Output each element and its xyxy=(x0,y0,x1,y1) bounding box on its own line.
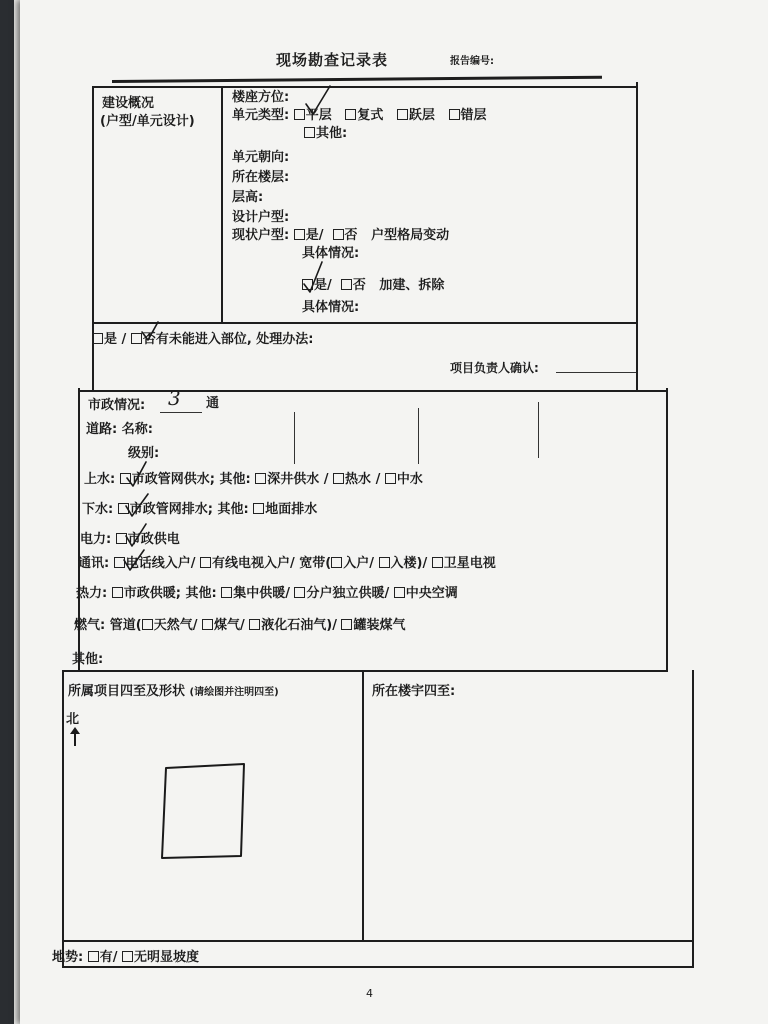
drainage-other-label: 其他: xyxy=(217,502,249,517)
extension-no-label: 否 xyxy=(352,278,366,293)
extension-label: 加建、拆除 xyxy=(379,278,445,293)
water-supply-label: 上水: xyxy=(84,472,116,487)
construction-heading: 建设概况 xyxy=(102,96,155,111)
building-boundaries-heading: 所在楼宇四至: xyxy=(372,684,456,699)
check-flat-mark xyxy=(306,86,330,114)
bottled-gas-label: 罐装煤气 xyxy=(353,618,406,633)
option-duplex: 复式 xyxy=(357,108,384,123)
check-unreachable-no-mark xyxy=(142,322,158,340)
layout-details-label: 具体情况: xyxy=(302,246,360,261)
extension-yes-label: 是/ xyxy=(314,278,332,293)
reclaimed-water-label: 中水 xyxy=(396,472,423,487)
water-supply-row: 上水: 市政管网供水; 其他: 深井供水 / 热水 / 中水 xyxy=(84,472,423,487)
design-layout-label: 设计户型: xyxy=(232,210,290,225)
unreachable-yes-label: 是 / xyxy=(104,332,127,347)
terrain-label: 地势: xyxy=(52,950,84,965)
cable-tv-label: 有线电视入户/ xyxy=(212,556,295,571)
layout-change-label: 户型格局变动 xyxy=(371,228,450,243)
municipal-heating-label: 市政供暖; xyxy=(123,586,181,601)
check-power-mark xyxy=(126,524,146,546)
lpg-label: 液化石油气)/ xyxy=(261,618,337,633)
building-location-label: 楼座方位: xyxy=(232,90,290,105)
power-label: 电力: xyxy=(80,532,112,547)
surface-drainage-label: 地面排水 xyxy=(265,502,318,517)
check-extension-yes-mark xyxy=(304,262,322,292)
terrain-no-label: 无明显坡度 xyxy=(134,950,200,965)
telecom-label: 通讯: xyxy=(78,556,110,571)
municipal-water-label: 市政管网供水; xyxy=(131,472,215,487)
project-boundaries-heading: 所属项目四至及形状 xyxy=(68,684,186,699)
construction-subheading: (户型/单元设计) xyxy=(100,114,195,129)
central-ac-label: 中央空调 xyxy=(405,586,458,601)
extension-details-label: 具体情况: xyxy=(302,300,360,315)
broadband-building-label: 入楼)/ xyxy=(390,556,428,571)
phone-line-label: 电话线入户/ xyxy=(125,556,196,571)
current-layout-label: 现状户型: xyxy=(232,228,290,243)
check-drainage-mark xyxy=(126,494,148,516)
municipal-tong: 通 xyxy=(206,396,220,411)
manager-confirm-label: 项目负责人确认: xyxy=(450,361,539,375)
road-grade-label: 级别: xyxy=(128,446,160,461)
drainage-label: 下水: xyxy=(82,502,114,517)
gas-label: 燃气: xyxy=(74,618,106,633)
storey-height-label: 层高: xyxy=(232,190,264,205)
heating-label: 热力: xyxy=(76,586,108,601)
layout-no-label: 否 xyxy=(344,228,358,243)
road-name-label: 名称: xyxy=(121,422,153,437)
road-label: 道路: xyxy=(86,422,118,437)
unreachable-no-label: 否有未能进入部位, 处理办法: xyxy=(142,332,314,347)
option-split-level: 错层 xyxy=(460,108,487,123)
unit-type-other-label: 其他: xyxy=(316,126,348,141)
well-water-label: 深井供水 xyxy=(267,472,320,487)
pipeline-label: 管道( xyxy=(109,618,142,633)
coal-gas-label: 煤气/ xyxy=(213,618,245,633)
municipal-drainage-label: 市政管网排水; xyxy=(129,502,213,517)
page-number: 4 xyxy=(366,987,373,1000)
municipal-other-label: 其他: xyxy=(72,652,104,667)
option-flat: 平层 xyxy=(305,108,332,123)
municipal-power-label: 市政供电 xyxy=(127,532,180,547)
satellite-tv-label: 卫星电视 xyxy=(443,556,496,571)
check-phone-mark xyxy=(124,550,144,570)
heating-other-label: 其他: xyxy=(185,586,217,601)
page-title: 现场勘查记录表 xyxy=(276,51,389,69)
unit-orientation-label: 单元朝向: xyxy=(232,150,290,165)
north-label: 北 xyxy=(66,712,80,727)
broadband-home-label: 入户/ xyxy=(343,556,374,571)
hot-water-label: 热水 xyxy=(345,472,372,487)
project-boundaries-note: (请绘图并注明四至) xyxy=(189,687,279,698)
municipal-heading: 市政情况: xyxy=(88,398,146,413)
site-sketch-shape xyxy=(162,764,244,858)
water-other-label: 其他: xyxy=(219,472,251,487)
layout-yes-label: 是/ xyxy=(305,228,324,243)
floor-label: 所在楼层: xyxy=(232,170,290,185)
unit-type-label: 单元类型: xyxy=(232,108,290,123)
report-number-label: 报告编号: xyxy=(450,56,494,67)
municipal-handwritten-count: 3 xyxy=(168,386,181,410)
separate-heating-label: 分户独立供暖/ xyxy=(306,586,390,601)
check-water-mark xyxy=(127,462,146,486)
natural-gas-label: 天然气/ xyxy=(153,618,198,633)
central-heating-label: 集中供暖/ xyxy=(233,586,290,601)
broadband-label: 宽带( xyxy=(299,556,332,571)
terrain-yes-label: 有/ xyxy=(99,950,118,965)
north-arrow-icon xyxy=(70,727,80,746)
option-loft: 跃层 xyxy=(408,108,435,123)
